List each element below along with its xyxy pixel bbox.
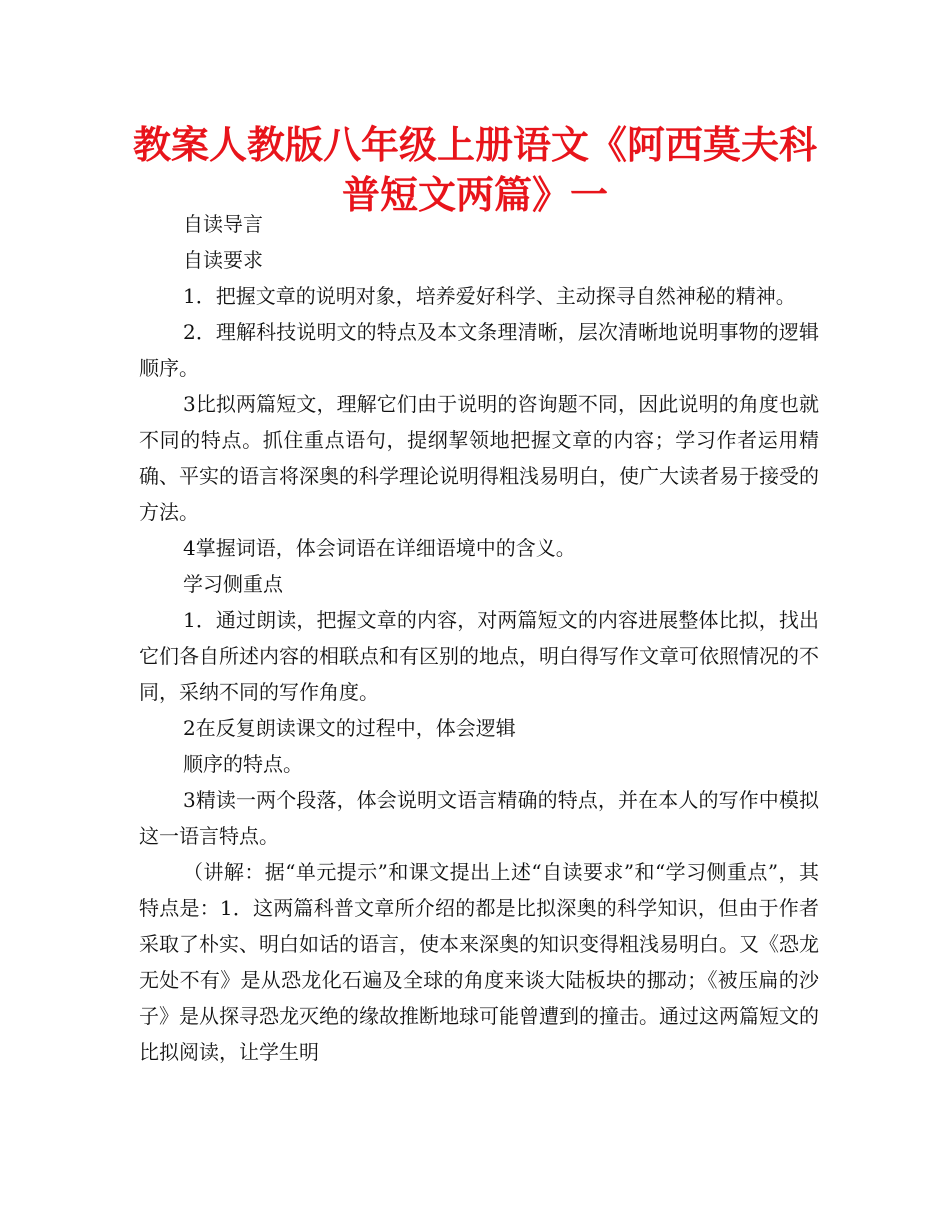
paragraph: 1．通过朗读，把握文章的内容，对两篇短文的内容进展整体比拟，找出它们各自所述内容的相联点和有区别的地点，明白得写作文章可依照情况的不同，采纳不同的写作角度。 bbox=[139, 608, 819, 704]
paragraph: 自读导言 bbox=[183, 212, 263, 236]
paragraph: 1．把握文章的说明对象，培养爱好科学、主动探寻自然神秘的精神。 bbox=[183, 284, 796, 308]
paragraph: 3比拟两篇短文，理解它们由于说明的咨询题不同，因此说明的角度也就不同的特点。抓住重点语句，提纲挈领地把握文章的内容；学习作者运用精确、平实的语言将深奥的科学理论说明得粗浅易明白，使广大读者易于接受的方法。 bbox=[139, 392, 819, 524]
paragraph: 顺序的特点。 bbox=[183, 752, 303, 776]
paragraph: 2．理解科技说明文的特点及本文条理清晰，层次清晰地说明事物的逻辑顺序。 bbox=[139, 320, 819, 380]
paragraph: 2在反复朗读课文的过程中，体会逻辑 bbox=[183, 716, 516, 740]
document-body bbox=[139, 206, 819, 1070]
paragraph: 4掌握词语，体会词语在详细语境中的含义。 bbox=[183, 536, 576, 560]
paragraph: 学习侧重点 bbox=[183, 572, 283, 596]
paragraph: （讲解：据“单元提示”和课文提出上述“自读要求”和“学习侧重点”，其特点是：1．这两篇科普文章所介绍的都是比拟深奥的科学知识，但由于作者采取了朴实、明白如话的语言，使本来深奥的知识变得粗浅易明白。又《恐龙无处不有》是从恐龙化石遍及全球的角度来谈大陆板块的挪动；《被压扁的沙子》是从探寻恐龙灭绝的缘故推断地球可能曾遭到的撞击。通过这两篇短文的比拟阅读，让学生明 bbox=[139, 860, 819, 1064]
paragraph: 3精读一两个段落，体会说明文语言精确的特点，并在本人的写作中模拟这一语言特点。 bbox=[139, 788, 819, 848]
paragraph: 自读要求 bbox=[183, 248, 263, 272]
document-title: 教案人教版八年级上册语文《阿西莫夫科普短文两篇》一 bbox=[132, 123, 817, 217]
